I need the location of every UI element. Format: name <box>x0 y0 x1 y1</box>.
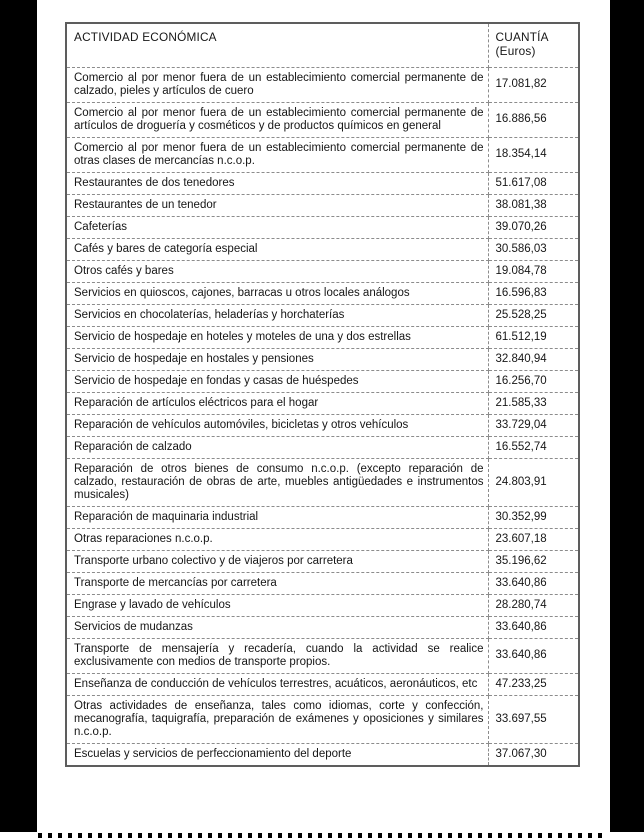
activity-cell: Cafés y bares de categoría especial <box>66 238 488 260</box>
activity-cell: Otros cafés y bares <box>66 260 488 282</box>
activity-cell: Transporte urbano colectivo y de viajeros por carretera <box>66 550 488 572</box>
table-row <box>66 594 579 616</box>
activity-cell: Comercio al por menor fuera de un establecimiento comercial permanente de otras clases de mercancías n.c.o.p. <box>66 137 488 172</box>
table-row <box>66 137 579 172</box>
activity-cell: Servicios en chocolaterías, heladerías y horchaterías <box>66 304 488 326</box>
activity-cell: Otras reparaciones n.c.o.p. <box>66 528 488 550</box>
amount-column-header <box>488 23 579 67</box>
economic-activity-table <box>65 22 580 767</box>
table-row <box>66 326 579 348</box>
activity-cell: Servicio de hospedaje en hoteles y moteles de una y dos estrellas <box>66 326 488 348</box>
activity-cell: Engrase y lavado de vehículos <box>66 594 488 616</box>
table-row <box>66 216 579 238</box>
activity-cell: Reparación de maquinaria industrial <box>66 506 488 528</box>
table-row <box>66 304 579 326</box>
amount-cell: 61.512,19 <box>488 326 579 348</box>
table-row <box>66 506 579 528</box>
table-header-row <box>66 23 579 67</box>
amount-cell: 28.280,74 <box>488 594 579 616</box>
amount-cell: 33.697,55 <box>488 695 579 743</box>
table-row <box>66 695 579 743</box>
table-row <box>66 238 579 260</box>
activity-column-header: ACTIVIDAD ECONÓMICA <box>66 23 488 67</box>
activity-cell: Reparación de vehículos automóviles, bicicletas y otros vehículos <box>66 414 488 436</box>
amount-cell: 24.803,91 <box>488 458 579 506</box>
amount-cell: 30.352,99 <box>488 506 579 528</box>
activity-cell: Transporte de mensajería y recadería, cuando la actividad se realice exclusivamente con medios de transporte propios. <box>66 638 488 673</box>
amount-cell: 33.640,86 <box>488 638 579 673</box>
activity-cell: Cafeterías <box>66 216 488 238</box>
table-row <box>66 436 579 458</box>
amount-cell: 16.256,70 <box>488 370 579 392</box>
activity-cell: Restaurantes de dos tenedores <box>66 172 488 194</box>
table-row <box>66 282 579 304</box>
table-row <box>66 172 579 194</box>
amount-cell: 32.840,94 <box>488 348 579 370</box>
amount-cell: 23.607,18 <box>488 528 579 550</box>
activity-cell: Comercio al por menor fuera de un establecimiento comercial permanente de artículos de droguería y cosméticos y de productos químicos en general <box>66 102 488 137</box>
table-row <box>66 392 579 414</box>
amount-cell: 18.354,14 <box>488 137 579 172</box>
table-row <box>66 550 579 572</box>
activity-cell: Comercio al por menor fuera de un establecimiento comercial permanente de calzado, pieles y artículos de cuero <box>66 67 488 102</box>
activity-cell: Otras actividades de enseñanza, tales como idiomas, corte y confección, mecanografía, taquigrafía, preparación de exámenes y oposiciones y similares n.c.o.p. <box>66 695 488 743</box>
table-body <box>66 67 579 766</box>
activity-cell: Reparación de calzado <box>66 436 488 458</box>
scan-edge-band-right <box>610 0 644 832</box>
table-row <box>66 638 579 673</box>
amount-cell: 25.528,25 <box>488 304 579 326</box>
amount-cell: 19.084,78 <box>488 260 579 282</box>
table-row <box>66 67 579 102</box>
activity-cell: Escuelas y servicios de perfeccionamiento del deporte <box>66 743 488 766</box>
amount-cell: 21.585,33 <box>488 392 579 414</box>
table-row <box>66 458 579 506</box>
activity-cell: Transporte de mercancías por carretera <box>66 572 488 594</box>
scan-edge-band-left <box>0 0 37 832</box>
table-row <box>66 572 579 594</box>
amount-cell: 33.640,86 <box>488 616 579 638</box>
amount-cell: 16.886,56 <box>488 102 579 137</box>
amount-cell: 51.617,08 <box>488 172 579 194</box>
table-row <box>66 348 579 370</box>
table-row <box>66 194 579 216</box>
table-row <box>66 673 579 695</box>
amount-cell: 30.586,03 <box>488 238 579 260</box>
activity-cell: Restaurantes de un tenedor <box>66 194 488 216</box>
activity-cell: Servicios de mudanzas <box>66 616 488 638</box>
activity-cell: Reparación de otros bienes de consumo n.c.o.p. (excepto reparación de calzado, restauración de obras de arte, muebles antigüedades e instrumentos musicales) <box>66 458 488 506</box>
amount-header-unit: (Euros) <box>495 44 536 58</box>
amount-cell: 47.233,25 <box>488 673 579 695</box>
table-row <box>66 616 579 638</box>
amount-cell: 33.729,04 <box>488 414 579 436</box>
activity-cell: Servicios en quioscos, cajones, barracas u otros locales análogos <box>66 282 488 304</box>
table-row <box>66 414 579 436</box>
activity-cell: Reparación de artículos eléctricos para el hogar <box>66 392 488 414</box>
perforation-dotted-line <box>38 833 605 838</box>
amount-cell: 39.070,26 <box>488 216 579 238</box>
amount-cell: 38.081,38 <box>488 194 579 216</box>
amount-cell: 35.196,62 <box>488 550 579 572</box>
table-row <box>66 528 579 550</box>
amount-cell: 16.552,74 <box>488 436 579 458</box>
activity-cell: Servicio de hospedaje en hostales y pensiones <box>66 348 488 370</box>
amount-cell: 16.596,83 <box>488 282 579 304</box>
table-row <box>66 260 579 282</box>
amount-cell: 37.067,30 <box>488 743 579 766</box>
table-row <box>66 743 579 766</box>
table-row <box>66 102 579 137</box>
amount-header-title: CUANTÍA <box>495 30 549 44</box>
amount-cell: 33.640,86 <box>488 572 579 594</box>
activity-cell: Servicio de hospedaje en fondas y casas de huéspedes <box>66 370 488 392</box>
table-row <box>66 370 579 392</box>
activity-cell: Enseñanza de conducción de vehículos terrestres, acuáticos, aeronáuticos, etc <box>66 673 488 695</box>
amount-cell: 17.081,82 <box>488 67 579 102</box>
